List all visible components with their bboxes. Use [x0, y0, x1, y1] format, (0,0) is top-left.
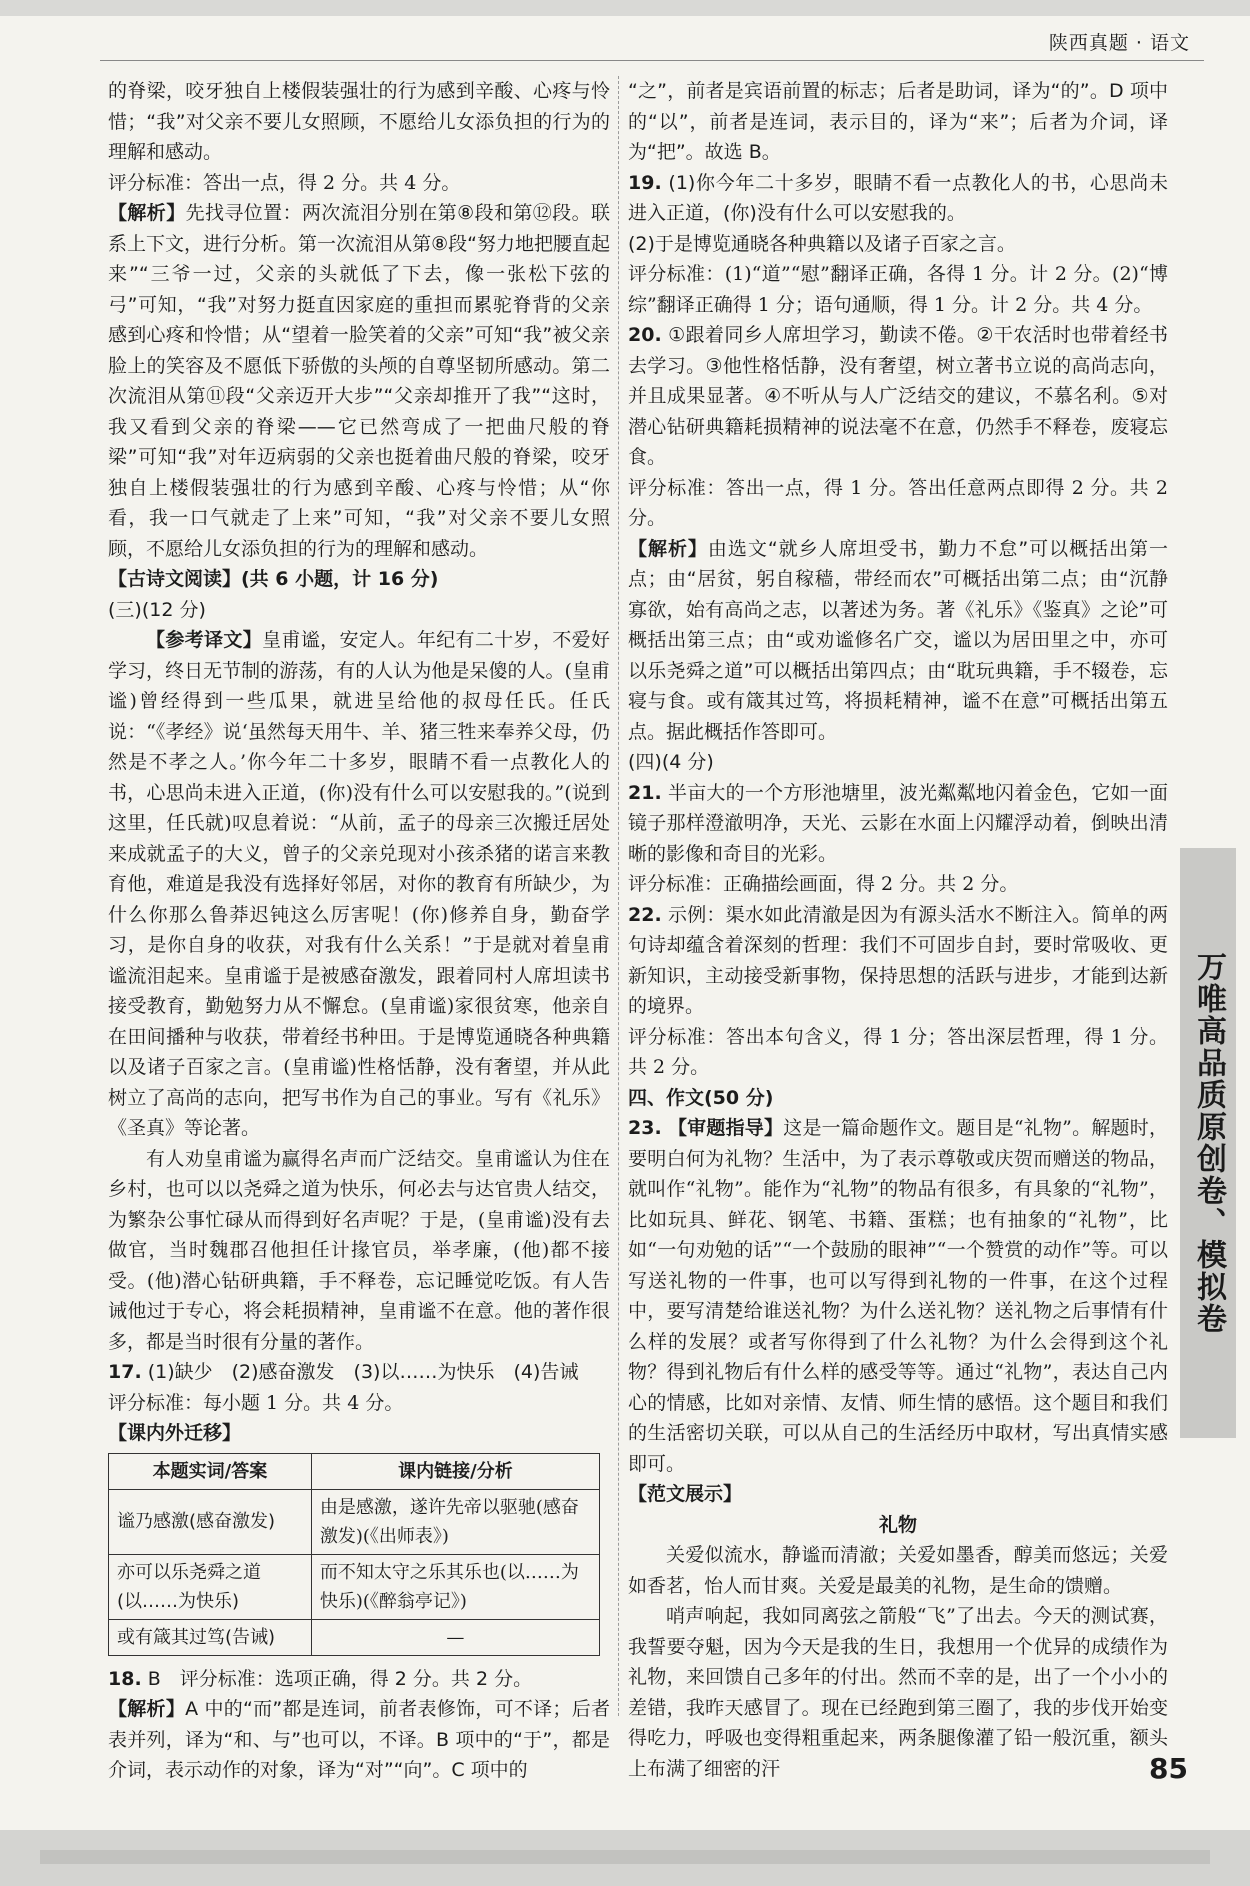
table-header: 本题实词/答案 — [109, 1453, 312, 1489]
sample-essay-tag: 【范文展示】 — [628, 1483, 743, 1505]
sample-essay-paragraph: 哨声响起，我如同离弦之箭般“飞”了出去。今天的测试赛，我誓要夺魁，因为今天是我的生日，我想用一个优异的成绩作为礼物，来回馈自己多年的付出。然而不幸的是，出了一个小小的差错，我昨天感冒了。现在已经跑到第三圈了，我的步伐开始变得吃力，呼吸也变得粗重起来，两条腿像灌了铅一般沉重，额头上布满了细密的汗 — [628, 1605, 1168, 1780]
reference-translation-p2: 有人劝皇甫谧为赢得名声而广泛结交。皇甫谧认为住在乡村，也可以以尧舜之道为快乐，何必去与达官贵人结交，为繁杂公事忙碌从而得到好名声呢？于是，(皇甫谧)没有去做官，当时魏郡召他担任计掾官员，举孝廉，(他)都不接受。(他)潜心钻研典籍，手不释卷，忘记睡觉吃饭。有人告诫他过于专心，将会耗损精神，皇甫谧不在意。他的著作很多，都是当时很有分量的著作。 — [108, 1147, 610, 1353]
section-composition: 四、作文(50 分) — [628, 1086, 774, 1109]
analysis-label: 【解析】 — [108, 202, 186, 224]
scoring-standard: 评分标准：答出本句含义，得 1 分；答出深层哲理，得 1 分。共 2 分。 — [628, 1025, 1168, 1078]
question-21 — [628, 778, 1168, 870]
subsection-three: (三)(12 分) — [108, 598, 206, 621]
table-row — [109, 1489, 600, 1554]
question-number: 20. — [628, 324, 662, 346]
right-column — [628, 76, 1168, 1784]
table-row — [109, 1554, 600, 1619]
analysis — [628, 534, 1168, 748]
prev-answer-continuation: 的脊梁，咬牙独自上楼假装强壮的行为感到辛酸、心疼与怜惜；“我”对父亲不要儿女照顾，不愿给儿女添负担的行为的理解和感动。 — [108, 80, 610, 163]
answer-text: ①跟着同乡人席坦学习，勤读不倦。②干农活时也带着经书去学习。③他性格恬静，没有奢望，树立著书立说的高尚志向，并且成果显著。④不听从与人广泛结交的建议，不慕名利。⑤对潜心钻研典籍耗损精神的说法毫不在意，仍然手不释卷，废寝忘食。 — [628, 324, 1168, 468]
table-header: 课内链接/分析 — [311, 1453, 599, 1489]
table-cell: 亦可以乐尧舜之道(以……为快乐) — [109, 1554, 312, 1619]
answer-text: (2)于是博览通晓各种典籍以及诸子百家之言。 — [628, 232, 1016, 255]
analysis-text: 先找寻位置：两次流泪分别在第⑧段和第⑫段。联系上下文，进行分析。第一次流泪从第⑧段“努力地把腰直起来”“三爷一过，父亲的头就低了下去，像一张松下弦的弓”可知，“我”对努力挺直因家庭的重担而累驼脊背的父亲感到心疼和怜惜；从“望着一脸笑着的父亲”可知“我”被父亲脸上的笑容及不愿低下骄傲的头颅的自尊坚韧所感动。第二次流泪从第⑪段“父亲迈开大步”“父亲却推开了我”“这时，我又看到父亲的脊梁——它已然弯成了一把曲尺般的脊梁”可知“我”对年迈病弱的父亲也挺着曲尺般的脊梁，咬牙独自上楼假装强壮的行为感到辛酸、心疼与怜惜；从“你看，我一口气就走了上来”可知，“我”对父亲不要儿女照顾，不愿给儿女添负担的行为的理解和感动。 — [108, 202, 610, 560]
subsection-four: (四)(4 分) — [628, 751, 714, 773]
question-number: 21. — [628, 781, 662, 804]
reference-translation-p1 — [108, 625, 610, 1144]
transfer-tag: 【课内外迁移】 — [108, 1422, 242, 1444]
scoring-standard: 评分标准：答出一点，得 1 分。答出任意两点即得 2 分。共 2 分。 — [628, 476, 1168, 529]
header-rule — [100, 60, 1204, 61]
analysis-text: 由选文“就乡人席坦受书，勤力不怠”可以概括出第一点；由“居贫，躬自稼穑，带经而农”可概括出第二点；由“沉静寡欲，始有高尚之志，以著述为务。著《礼乐》《鉴真》之论”可概括出第三点；由“或劝谧修名广交，谧以为居田里之中，亦可以乐尧舜之道”可以概括出第四点；由“耽玩典籍，手不辍卷，忘寝与食。或有箴其过笃，将损耗精神，谧不在意”可概括出第五点。据此概括作答即可。 — [628, 537, 1168, 743]
question-22 — [628, 900, 1168, 1022]
question-19 — [628, 168, 1168, 229]
analysis — [108, 198, 610, 564]
side-tab — [1180, 848, 1236, 1438]
prev-analysis-continuation: “之”，前者是宾语前置的标志；后者是助词，译为“的”。D 项中的“以”，前者是连词，表示目的，译为“来”；后者为介词，译为“把”。故选 B。 — [628, 80, 1168, 163]
question-17 — [108, 1357, 610, 1388]
answer-text: B 评分标准：选项正确，得 2 分。共 2 分。 — [147, 1667, 533, 1690]
answer-text: (1)你今年二十多岁，眼睛不看一点教化人的书，心思尚未进入正道，(你)没有什么可以安慰我的。 — [628, 171, 1168, 224]
table-cell: 而不知太守之乐其乐也(以……为快乐)(《醉翁亭记》) — [311, 1554, 599, 1619]
table-cell: 谧乃感激(感奋激发) — [109, 1489, 312, 1554]
scoring-standard: 评分标准：答出一点，得 2 分。共 4 分。 — [108, 171, 461, 194]
scoring-standard: 评分标准：正确描绘画面，得 2 分。共 2 分。 — [628, 873, 1019, 895]
scoring-standard: 评分标准：每小题 1 分。共 4 分。 — [108, 1391, 404, 1414]
top-scan-bar — [0, 0, 1250, 16]
page-number: 85 — [1149, 1752, 1188, 1785]
reference-translation-label: 【参考译文】 — [146, 629, 263, 651]
page-header: 陕西真题 · 语文 — [1048, 32, 1190, 54]
question-number: 18. — [108, 1667, 142, 1690]
analysis-label: 【解析】 — [108, 1698, 186, 1720]
scoring-standard: 评分标准：(1)“道”“慰”翻译正确，各得 1 分。计 2 分。(2)“博综”翻译正确得 1 分；语句通顺，得 1 分。计 2 分。共 4 分。 — [628, 263, 1168, 316]
table-row — [109, 1619, 600, 1655]
sample-essay-title: 礼物 — [878, 1513, 917, 1536]
guidance-label: 【审题指导】 — [667, 1117, 784, 1139]
question-23 — [628, 1113, 1168, 1479]
answer-text: 示例：渠水如此清澈是因为有源头活水不断注入。简单的两句诗却蕴含着深刻的哲理：我们不可固步自封，要时常吸收、更新知识，主动接受新事物，保持思想的活跃与进步，才能到达新的境界。 — [628, 903, 1168, 1017]
answer-text: 半亩大的一个方形池塘里，波光粼粼地闪着金色，它如一面镜子那样澄澈明净，天光、云影在水面上闪耀浮动着，倒映出清晰的影像和奇目的光彩。 — [628, 781, 1168, 865]
analysis-label: 【解析】 — [628, 537, 708, 560]
bottom-scan-bar — [0, 1830, 1250, 1886]
column-divider — [618, 76, 619, 1716]
analysis — [108, 1694, 610, 1786]
question-20 — [628, 320, 1168, 473]
analysis-text: A 中的“而”都是连词，前者表修饰，可不译；后者表并列，译为“和、与”也可以，不译。B 项中的“于”，都是介词，表示动作的对象，译为“对”“向”。C 项中的 — [108, 1698, 610, 1781]
bottom-scan-strip — [40, 1850, 1210, 1864]
table-cell: — — [311, 1619, 599, 1655]
left-column — [108, 76, 610, 1786]
sample-essay-paragraph: 关爱似流水，静谧而清澈；关爱如墨香，醇美而悠远；关爱如香茗，怡人而甘爽。关爱是最美的礼物，是生命的馈赠。 — [628, 1544, 1168, 1597]
question-18 — [108, 1664, 610, 1695]
transfer-table — [108, 1453, 600, 1656]
table-cell: 由是感激，遂许先帝以驱驰(感奋激发)(《出师表》) — [311, 1489, 599, 1554]
table-cell: 或有箴其过笃(告诫) — [109, 1619, 312, 1655]
reference-translation-text-1: 皇甫谧，安定人。年纪有二十岁，不爱好学习，终日无节制的游荡，有的人认为他是呆傻的人。(皇甫谧)曾经得到一些瓜果，就进呈给他的叔母任氏。任氏说：“《孝经》说‘虽然每天用牛、羊、猪三牲来奉养父母，仍然是不孝之人。’你今年二十多岁，眼睛不看一点教化人的书，心思尚未进入正道，(你)没有什么可以安慰我的。”(说到这里，任氏就)叹息着说：“从前，孟子的母亲三次搬迁居处来成就孟子的大义，曾子的父亲兑现对小孩杀猪的诺言来教育他，难道是我没有选择好邻居，对你的教育有所缺少，为什么你那么鲁莽迟钝这么厉害呢！(你)修养自身，勤奋学习，是你自身的收获，对我有什么关系！”于是就对着皇甫谧流泪起来。皇甫谧于是被感奋激发，跟着同村人席坦读书接受教育，勤勉努力从不懈怠。(皇甫谧)家很贫寒，他亲自在田间播种与收获，带着经书种田。于是博览通晓各种典籍以及诸子百家之言。(皇甫谧)性格恬静，没有奢望，并从此树立了高尚的志向，把写书作为自己的事业。写有《礼乐》《圣真》等论著。 — [108, 629, 610, 1139]
guidance-text: 这是一篇命题作文。题目是“礼物”。解题时，要明白何为礼物？生活中，为了表示尊敬或庆贺而赠送的物品，就叫作“礼物”。能作为“礼物”的物品有很多，有具象的“礼物”，比如玩具、鲜花、钢笔、书籍、蛋糕；也有抽象的“礼物”，比如“一句劝勉的话”“一个鼓励的眼神”“一个赞赏的动作”等。可以写送礼物的一件事，也可以写得到礼物的一件事，在这个过程中，要写清楚给谁送礼物？为什么送礼物？送礼物之后事情有什么样的发展？或者写你得到了什么礼物？为什么会得到这个礼物？得到礼物后有什么样的感受等等。通过“礼物”，表达自己内心的情感，比如对亲情、友情、师生情的感悟。这个题目和我们的生活密切关联，可以从自己的生活经历中取材，写出真情实感即可。 — [628, 1117, 1168, 1475]
side-tab-label: 万唯高品质原创卷、模拟卷 — [1191, 951, 1226, 1335]
question-number: 22. — [628, 903, 662, 926]
answer-text: (1)缺少 (2)感奋激发 (3)以……为快乐 (4)告诫 — [147, 1361, 579, 1383]
section-classical-reading: 【古诗文阅读】(共 6 小题，计 16 分) — [108, 568, 439, 590]
table-header-row — [109, 1453, 600, 1489]
question-number: 17. — [108, 1361, 142, 1383]
question-number: 23. — [628, 1117, 662, 1139]
question-number: 19. — [628, 171, 662, 194]
